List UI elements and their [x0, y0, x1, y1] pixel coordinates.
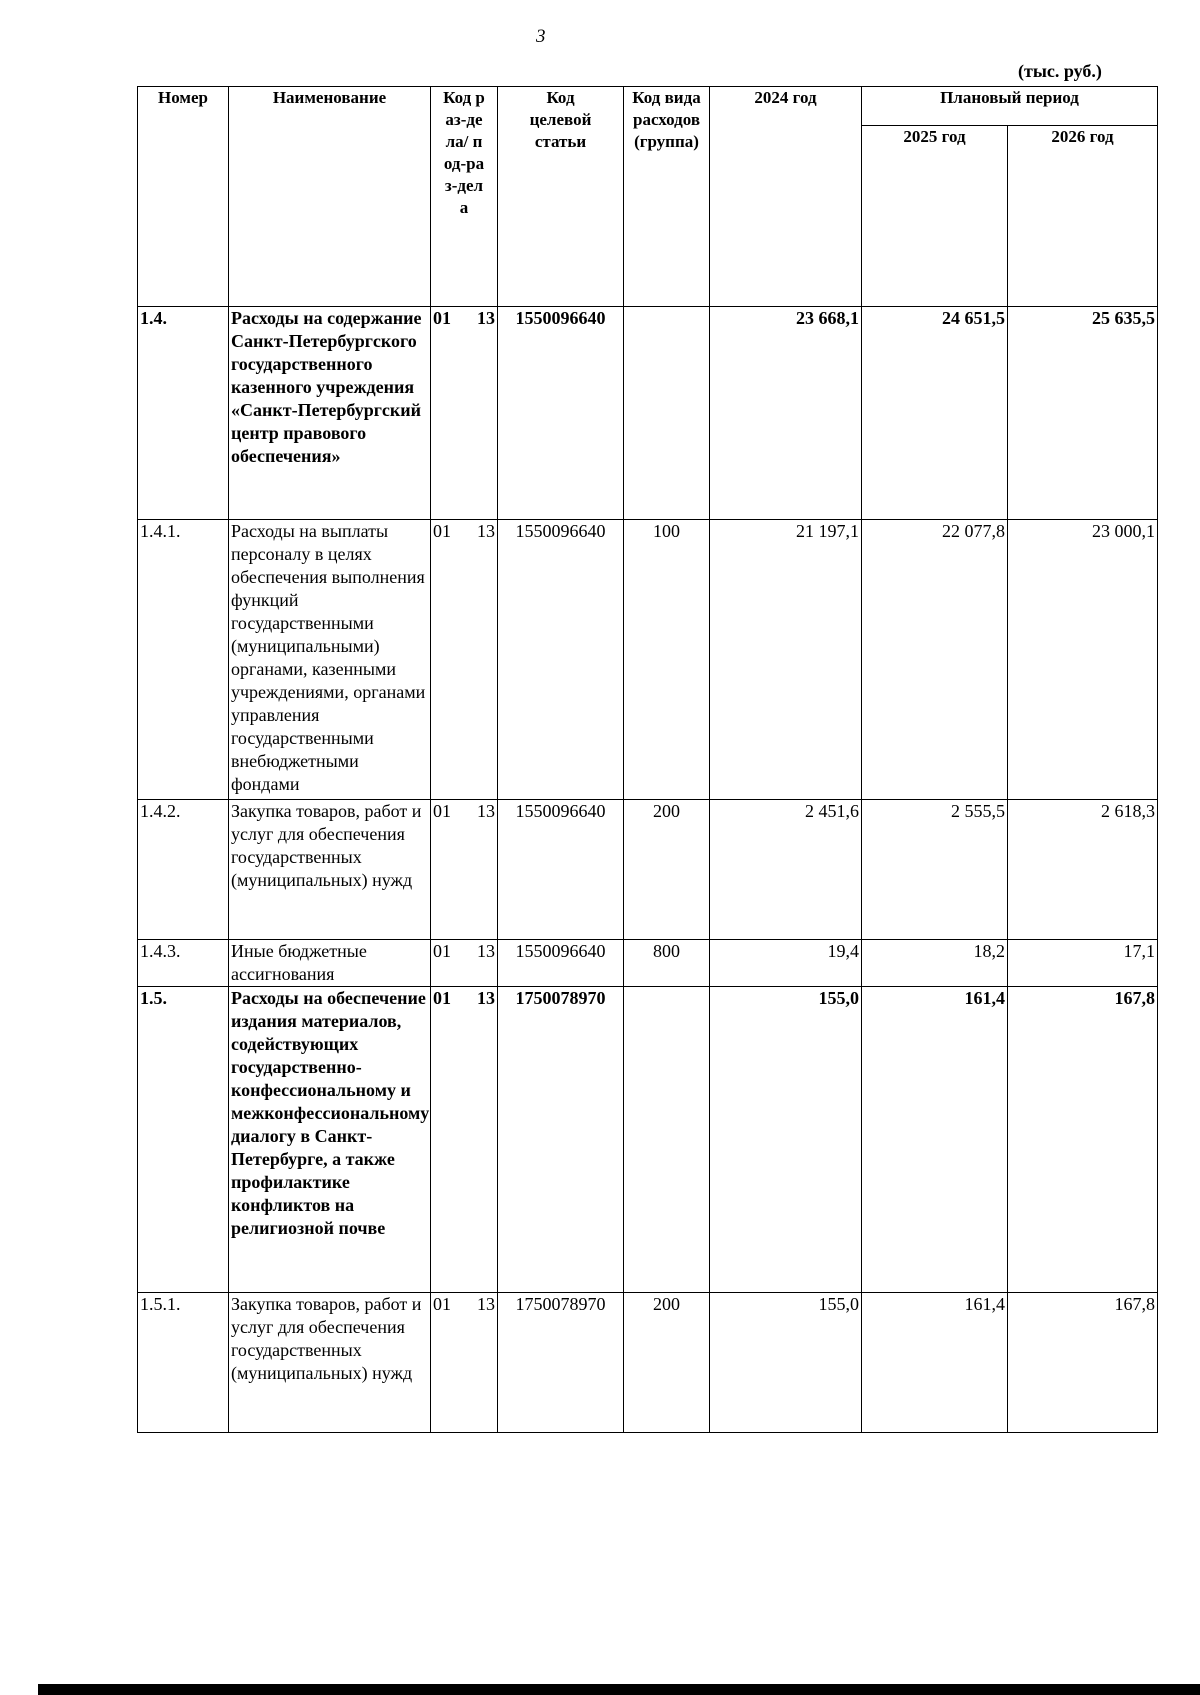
row-target-code: 1550096640: [498, 520, 624, 800]
row-number: 1.4.: [138, 307, 229, 520]
row-name: Расходы на выплаты персоналу в целях обеспечения выполнения функций государственными (муниципальными) органами, казенными учреждениями, органами управления государственными внебюджетными фондами: [229, 520, 431, 800]
row-amount-2024: 21 197,1: [710, 520, 862, 800]
row-expense-kind: 200: [624, 800, 710, 940]
table-row: [138, 307, 1158, 520]
header-year-2025: 2025 год: [862, 126, 1008, 307]
row-section: 01: [433, 941, 451, 961]
row-name: Закупка товаров, работ и услуг для обеспечения государственных (муниципальных) нужд: [229, 800, 431, 940]
row-amount-2024: 23 668,1: [710, 307, 862, 520]
row-amount-2026: 23 000,1: [1008, 520, 1158, 800]
table-row: [138, 1293, 1158, 1433]
row-amount-2025: 161,4: [862, 1293, 1008, 1433]
scan-edge-bar: [38, 1684, 1200, 1695]
row-amount-2025: 18,2: [862, 940, 1008, 987]
row-target-code: 1550096640: [498, 940, 624, 987]
row-section-code: [431, 1293, 498, 1433]
table-row: [138, 940, 1158, 987]
row-amount-2026: 25 635,5: [1008, 307, 1158, 520]
row-amount-2025: 161,4: [862, 987, 1008, 1293]
row-number: 1.4.2.: [138, 800, 229, 940]
row-section-code: [431, 520, 498, 800]
row-amount-2026: 17,1: [1008, 940, 1158, 987]
header-target-code: [498, 87, 624, 307]
row-expense-kind: 100: [624, 520, 710, 800]
row-section-code: [431, 940, 498, 987]
row-name: Закупка товаров, работ и услуг для обеспечения государственных (муниципальных) нужд: [229, 1293, 431, 1433]
row-section-code: [431, 307, 498, 520]
header-year-2024: 2024 год: [710, 87, 862, 307]
table-row: [138, 520, 1158, 800]
row-section: 01: [433, 1294, 451, 1314]
row-number: 1.4.1.: [138, 520, 229, 800]
row-amount-2025: 22 077,8: [862, 520, 1008, 800]
row-section-code: [431, 987, 498, 1293]
page-number: 3: [536, 26, 546, 47]
row-section: 01: [433, 521, 451, 541]
row-target-code: 1550096640: [498, 307, 624, 520]
row-subsection: 13: [477, 941, 495, 961]
row-target-code: 1550096640: [498, 800, 624, 940]
header-planned-period: Плановый период: [862, 87, 1158, 126]
row-section: 01: [433, 801, 451, 821]
row-expense-kind: 800: [624, 940, 710, 987]
table-row: [138, 800, 1158, 940]
header-target-code-text: Код целевой статьи: [529, 88, 592, 151]
row-subsection: 13: [477, 801, 495, 821]
header-section-code: [431, 87, 498, 307]
row-subsection: 13: [477, 521, 495, 541]
row-expense-kind: 200: [624, 1293, 710, 1433]
header-section-code-text: Код раз-дела/ под-раз-дела: [443, 88, 485, 217]
row-subsection: 13: [477, 308, 495, 328]
row-name: Иные бюджетные ассигнования: [229, 940, 431, 987]
row-subsection: 13: [477, 988, 495, 1008]
row-section: 01: [433, 308, 451, 328]
budget-table: [137, 86, 1158, 1433]
header-year-2026: 2026 год: [1008, 126, 1158, 307]
row-subsection: 13: [477, 1294, 495, 1314]
header-number: Номер: [138, 87, 229, 307]
row-number: 1.5.1.: [138, 1293, 229, 1433]
row-section-code: [431, 800, 498, 940]
row-number: 1.4.3.: [138, 940, 229, 987]
row-amount-2024: 155,0: [710, 1293, 862, 1433]
row-number: 1.5.: [138, 987, 229, 1293]
row-expense-kind: [624, 987, 710, 1293]
table-row: [138, 987, 1158, 1293]
row-amount-2025: 2 555,5: [862, 800, 1008, 940]
row-target-code: 1750078970: [498, 987, 624, 1293]
row-amount-2026: 2 618,3: [1008, 800, 1158, 940]
row-amount-2026: 167,8: [1008, 1293, 1158, 1433]
row-expense-kind: [624, 307, 710, 520]
header-expense-kind: Код вида расходов (группа): [624, 87, 710, 307]
row-name: Расходы на содержание Санкт-Петербургского государственного казенного учреждения «Санкт-Петербургский центр правового обеспечения»: [229, 307, 431, 520]
header-name: Наименование: [229, 87, 431, 307]
row-amount-2025: 24 651,5: [862, 307, 1008, 520]
row-section: 01: [433, 988, 451, 1008]
units-label: (тыс. руб.): [1018, 61, 1102, 81]
row-amount-2024: 19,4: [710, 940, 862, 987]
row-amount-2026: 167,8: [1008, 987, 1158, 1293]
row-target-code: 1750078970: [498, 1293, 624, 1433]
row-amount-2024: 2 451,6: [710, 800, 862, 940]
row-name: Расходы на обеспечение издания материалов, содействующих государственно-конфессиональному и межконфессиональному диалогу в Санкт-Петербурге, а также профилактике конфликтов на религиозной почве: [229, 987, 431, 1293]
row-amount-2024: 155,0: [710, 987, 862, 1293]
